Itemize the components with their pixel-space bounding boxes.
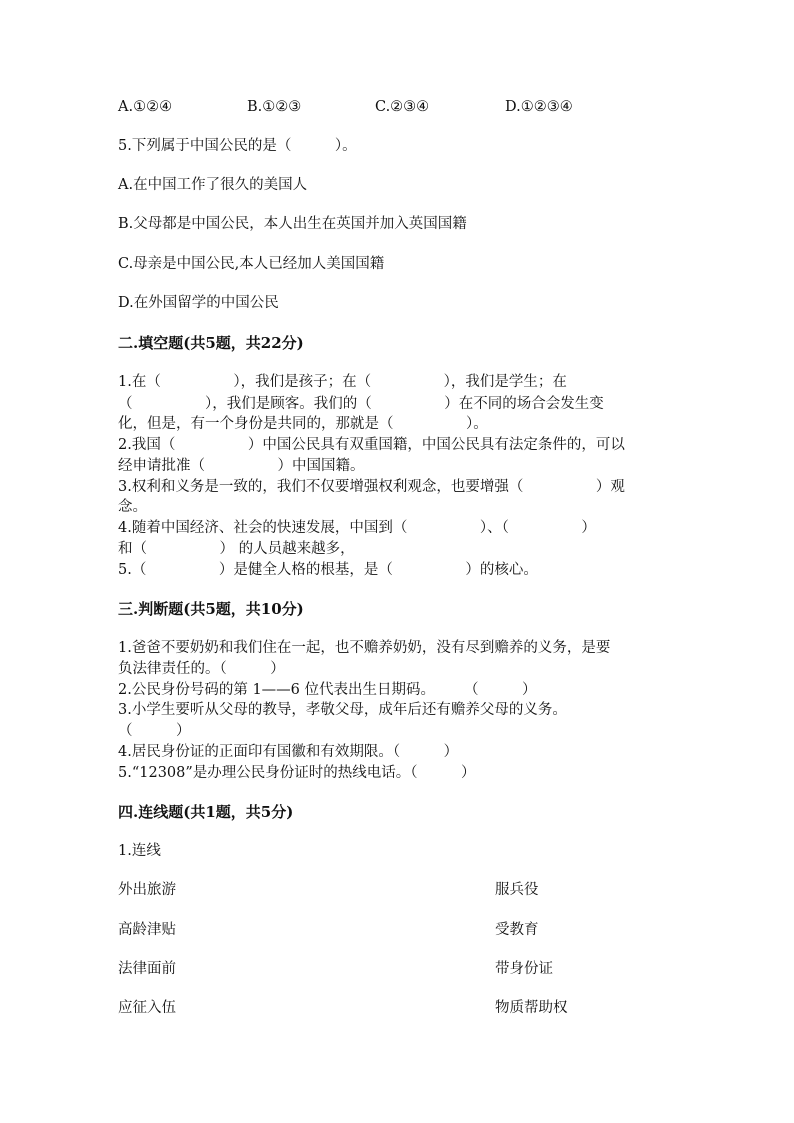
q4-option-d: D.①②③④ — [505, 99, 573, 115]
matching-right-item: 服兵役 — [495, 882, 539, 898]
section2-line: 4.随着中国经济、社会的快速发展，中国到（ ）、（ ） — [118, 520, 596, 536]
section2-line: （ ），我们是顾客。我们的（ ）在不同的场合会发生变 — [118, 396, 604, 412]
q4-option-a: A.①②④ — [118, 99, 173, 115]
matching-right-item: 受教育 — [495, 922, 539, 938]
section3-heading: 三.判断题(共5题，共10分) — [118, 600, 304, 618]
section2-line: 2.我国（ ）中国公民具有双重国籍，中国公民具有法定条件的，可以 — [118, 437, 625, 453]
section2-line: 经申请批准（ ）中国国籍。 — [118, 458, 365, 474]
section2-heading: 二.填空题(共5题，共22分) — [118, 334, 304, 352]
section3-line: 3.小学生要听从父母的教导，孝敬父母，成年后还有赡养父母的义务。 — [118, 702, 567, 718]
q5-option-a: A.在中国工作了很久的美国人 — [118, 177, 308, 193]
q5-option-d: D.在外国留学的中国公民 — [118, 295, 279, 311]
matching-right-item: 物质帮助权 — [495, 1000, 568, 1016]
section3-line: 负法律责任的。（ ） — [118, 661, 285, 677]
q4-option-c: C.②③④ — [375, 99, 430, 115]
section2-line: 念。 — [118, 499, 147, 515]
section3-line: 4.居民身份证的正面印有国徽和有效期限。（ ） — [118, 744, 459, 760]
matching-left-item: 外出旅游 — [118, 882, 176, 898]
section4-heading: 四.连线题(共1题，共5分) — [118, 803, 294, 821]
q5-option-c: C.母亲是中国公民,本人已经加人美国国籍 — [118, 256, 385, 272]
section2-line: 和（ ） 的人员越来越多， — [118, 541, 355, 557]
matching-left-item: 高龄津贴 — [118, 922, 176, 938]
section2-line: 化，但是，有一个身份是共同的，那就是（ ）。 — [118, 416, 488, 432]
section2-line: 1.在（ ），我们是孩子；在（ ），我们是学生；在 — [118, 374, 567, 390]
matching-left-item: 应征入伍 — [118, 1000, 176, 1016]
section4-question: 1.连线 — [118, 843, 161, 859]
matching-right-item: 带身份证 — [495, 961, 553, 977]
section3-line: 1.爸爸不要奶奶和我们住在一起，也不赡养奶奶，没有尽到赡养的义务，是要 — [118, 640, 611, 656]
section2-line: 3.权利和义务是一致的，我们不仅要增强权利观念，也要增强（ ）观 — [118, 479, 625, 495]
section2-line: 5.（ ）是健全人格的根基，是（ ）的核心。 — [118, 562, 538, 578]
q4-option-b: B.①②③ — [247, 99, 302, 115]
section3-line: （ ） — [118, 723, 191, 739]
matching-left-item: 法律面前 — [118, 961, 176, 977]
q5-stem: 5.下列属于中国公民的是（ ）。 — [118, 138, 357, 154]
q5-option-b: B.父母都是中国公民，本人出生在英国并加入英国国籍 — [118, 216, 467, 232]
section3-line: 5.“12308”是办理公民身份证时的热线电话。（ ） — [118, 765, 476, 781]
section3-line: 2.公民身份号码的第 1——6 位代表出生日期码。 （ ） — [118, 682, 537, 698]
